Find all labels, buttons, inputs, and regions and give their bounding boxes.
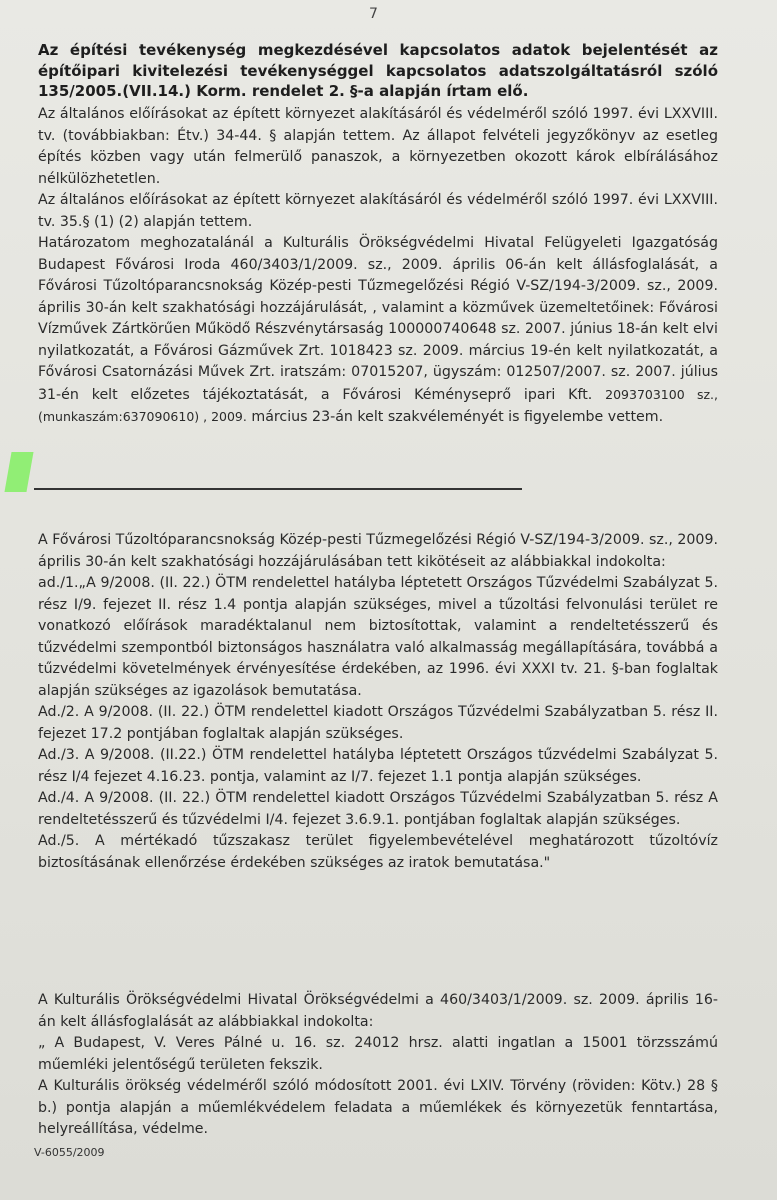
fire-item-1: ad./1.„A 9/2008. (II. 22.) ÖTM rendelettel hatályba léptetett Országos Tűzvédelmi Szabályzat 5. rész I/9. fejezet II. rész 1.4 pontja alapján szükséges, mivel a tűzoltási felvonulási terület re vonatkozó előírások maradéktalanul nem biztosítottak, valamint a rendeltetésszerű és tűzvédelmi szempontból biztonságos használatra való alkalmasság megállapítására, továbbá a tűzvédelmi követelmények érvényesítése érdekében, az 1996. évi XXXI tv. 21. §-ban foglaltak alapján szükséges az igazolások bemutatása.	[38, 575, 718, 699]
heritage-paragraph: A Kulturális örökség védelméről szóló módosított 2001. évi LXIV. Törvény (röviden: Kötv.) 28 § b.) pontja alapján a műemlékvédelem feladata a műemlékek és környezetük fenntartása, helyreállítása, védelme.	[38, 1078, 718, 1137]
paragraph-etv-34-44: Az általános előírásokat az épített környezet alakításáról és védelméről szóló 1997. évi LXXVIII. tv. (továbbiakban: Étv.) 34-44. § alapján tettem. Az állapot felvételi jegyzőkönyv az esetleg építés közben vagy után felmerülő panaszok, a környezetben okozott károk elbírálásához nélkülözhetetlen.	[38, 106, 718, 187]
fire-item-2: Ad./2. A 9/2008. (II. 22.) ÖTM rendelettel kiadott Országos Tűzvédelmi Szabályzatban 5. rész II. fejezet 17.2 pontjában foglaltak alapján szükséges.	[38, 704, 718, 742]
handwritten-underline	[34, 488, 522, 490]
section-fire-authority	[38, 530, 718, 874]
decision-basis-end: március 23-án kelt szakvéleményét is figyelembe vettem.	[251, 409, 664, 425]
heading-text: Az építési tevékenység megkezdésével kapcsolatos adatok bejelentését az építőipari kivitelezési tevékenységgel kapcsolatos adatszolgáltatásról szóló 135/2005.(VII.14.) Korm. rendelet 2. §-a alapján írtam elő.	[38, 41, 718, 100]
decision-basis-text: Határozatom meghozatalánál a Kulturális Örökségvédelmi Hivatal Felügyeleti Igazgatóság Budapest Fővárosi Iroda 460/3403/1/2009. sz., 2009. április 06-án kelt állásfoglalását, a Fővárosi Tűzoltóparancsnokság Közép-pesti Tűzmegelőzési Régió V-SZ/194-3/2009. sz., 2009. április 30-án kelt szakhatósági hozzájárulását, , valamint a közművek üzemeltetőinek: Fővárosi Vízművek Zártkörűen Működő Részvénytársaság 100000740648 sz. 2007. június 18-án kelt elvi nyilatkozatát, a Fővárosi Gázművek Zrt. 1018423 sz. 2009. március 19-én kelt nyilatkozatát, a Fővárosi Csatornázási Művek Zrt. iratszám: 07015207, ügyszám: 012507/2007. sz. 2007. július 31-én kelt előzetes tájékoztatását, a Fővárosi Kéményseprő ipari Kft.	[38, 235, 718, 403]
fire-item-3: Ad./3. A 9/2008. (II.22.) ÖTM rendelettel hatályba léptetett Országos tűzvédelmi Szabályzat 5. rész I/4 fejezet 4.16.23. pontja, valamint az I/7. fejezet 1.1 pontja alapján szükséges.	[38, 747, 718, 785]
fire-authority-intro: A Fővárosi Tűzoltóparancsnokság Közép-pesti Tűzmegelőzési Régió V-SZ/194-3/2009. sz., 2009. április 30-án kelt szakhatósági hozzájárulásában tett kikötéseit az alábbiakkal indokolta:	[38, 532, 718, 570]
section-legal-basis	[38, 104, 718, 429]
fire-item-5: Ad./5. A mértékadó tűzszakasz terület figyelembevételével meghatározott tűzoltóvíz biztosításának ellenőrzése érdekében szükséges az iratok bemutatása."	[38, 833, 718, 871]
green-highlighter-mark	[4, 452, 33, 492]
document-reference-footer: V-6055/2009	[34, 1146, 105, 1159]
heritage-intro: A Kulturális Örökségvédelmi Hivatal Örökségvédelmi a 460/3403/1/2009. sz. 2009. április 16-án kelt állásfoglalását az alábbiakkal indokolta:	[38, 992, 718, 1030]
page-number: 7	[369, 6, 378, 22]
paragraph-etv-35: Az általános előírásokat az épített környezet alakításáról és védelméről szóló 1997. évi LXXVIII. tv. 35.§ (1) (2) alapján tettem.	[38, 192, 718, 230]
fire-item-4: Ad./4. A 9/2008. (II. 22.) ÖTM rendelettel kiadott Országos Tűzvédelmi Szabályzatban 5. rész A rendeltetésszerű és tűzvédelmi I/4. fejezet 3.6.9.1. pontjában foglaltak alapján szükséges.	[38, 790, 718, 828]
paragraph-decision-basis	[38, 233, 718, 429]
decision-basis-small-text: 2093703100 sz., (munkaszám:637090610) , 2009.	[38, 386, 718, 424]
section-heading	[38, 40, 718, 102]
heritage-quote: „ A Budapest, V. Veres Pálné u. 16. sz. 24012 hrsz. alatti ingatlan a 15001 törzsszámú műemléki jelentőségű területen fekszik.	[38, 1035, 718, 1073]
section-heritage-office	[38, 990, 718, 1141]
